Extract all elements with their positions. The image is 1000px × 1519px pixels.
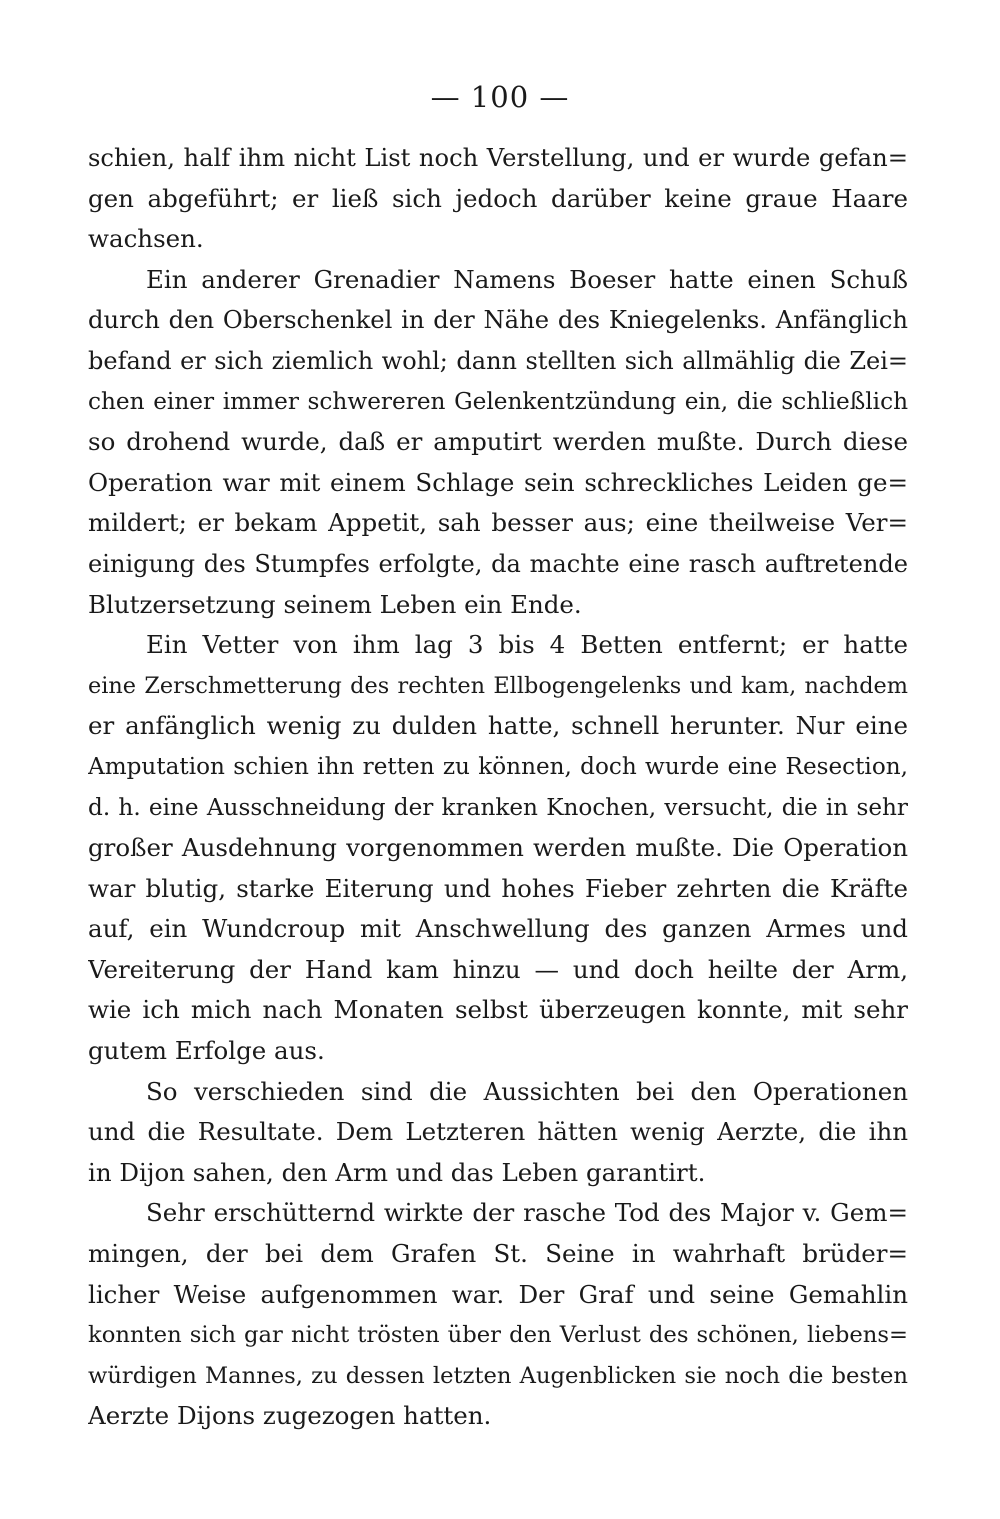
text-line: Blutzersetzung seinem Leben ein Ende. bbox=[88, 589, 582, 619]
text-line: Vereiterung der Hand kam hinzu — und doch heilte der Arm, bbox=[88, 954, 908, 984]
text-line: in Dijon sahen, den Arm und das Leben garantirt. bbox=[88, 1157, 706, 1187]
text-line: eine Zerschmetterung des rechten Ellbogengelenks und kam, nachdem bbox=[88, 672, 908, 699]
text-line: Amputation schien ihn retten zu können, doch wurde eine Resection, bbox=[88, 753, 908, 780]
text-line: d. h. eine Ausschneidung der kranken Knochen, versucht, die in sehr bbox=[88, 794, 908, 821]
text-line: Sehr erschütternd wirkte der rasche Tod des Major v. Gem= bbox=[146, 1198, 908, 1228]
paragraph-1 bbox=[88, 138, 908, 260]
paragraph-3 bbox=[88, 625, 908, 1072]
text-line: und die Resultate. Dem Letzteren hätten wenig Aerzte, die ihn bbox=[88, 1117, 908, 1147]
text-line: Operation war mit einem Schlage sein schreckliches Leiden ge= bbox=[88, 467, 908, 497]
text-line: würdigen Mannes, zu dessen letzten Augenblicken sie noch die besten bbox=[88, 1362, 908, 1389]
text-line: mingen, der bei dem Grafen St. Seine in wahrhaft brüder= bbox=[88, 1239, 908, 1269]
text-line: schien, half ihm nicht List noch Verstellung, und er wurde gefan= bbox=[88, 144, 908, 172]
text-line: wachsen. bbox=[88, 224, 204, 254]
paragraph-4 bbox=[88, 1072, 908, 1194]
text-line: wie ich mich nach Monaten selbst überzeugen konnte, mit sehr bbox=[88, 995, 908, 1025]
text-line: gutem Erfolge aus. bbox=[88, 1036, 325, 1066]
paragraph-2 bbox=[88, 260, 908, 625]
text-line: großer Ausdehnung vorgenommen werden mußte. Die Operation bbox=[88, 833, 908, 863]
text-line: durch den Oberschenkel in der Nähe des Kniegelenks. Anfänglich bbox=[88, 306, 908, 335]
text-line: auf, ein Wundcroup mit Anschwellung des ganzen Armes und bbox=[88, 914, 908, 944]
text-line: befand er sich ziemlich wohl; dann stellten sich allmählig die Zei= bbox=[88, 346, 908, 375]
text-line: Ein Vetter von ihm lag 3 bis 4 Betten entfernt; er hatte bbox=[146, 630, 908, 660]
text-line: gen abgeführt; er ließ sich jedoch darüber keine graue Haare bbox=[88, 183, 908, 213]
page-number: — 100 — bbox=[430, 80, 570, 114]
text-line: mildert; er bekam Appetit, sah besser aus; eine theilweise Ver= bbox=[88, 508, 908, 538]
text-line: chen einer immer schwereren Gelenkentzündung ein, die schließlich bbox=[88, 387, 908, 415]
body-text bbox=[88, 138, 908, 1437]
text-line: er anfänglich wenig zu dulden hatte, schnell herunter. Nur eine bbox=[88, 711, 908, 741]
text-line: einigung des Stumpfes erfolgte, da machte eine rasch auftretende bbox=[88, 549, 908, 578]
text-line: Aerzte Dijons zugezogen hatten. bbox=[88, 1401, 492, 1431]
text-line: So verschieden sind die Aussichten bei den Operationen bbox=[146, 1076, 908, 1106]
paragraph-5 bbox=[88, 1193, 908, 1437]
text-line: konnten sich gar nicht trösten über den Verlust des schönen, liebens= bbox=[88, 1322, 908, 1349]
text-line: Ein anderer Grenadier Namens Boeser hatte einen Schuß bbox=[146, 264, 908, 294]
text-line: war blutig, starke Eiterung und hohes Fieber zehrten die Kräfte bbox=[88, 873, 908, 903]
text-line: licher Weise aufgenommen war. Der Graf und seine Gemahlin bbox=[88, 1279, 908, 1309]
text-line: so drohend wurde, daß er amputirt werden mußte. Durch diese bbox=[88, 427, 908, 457]
